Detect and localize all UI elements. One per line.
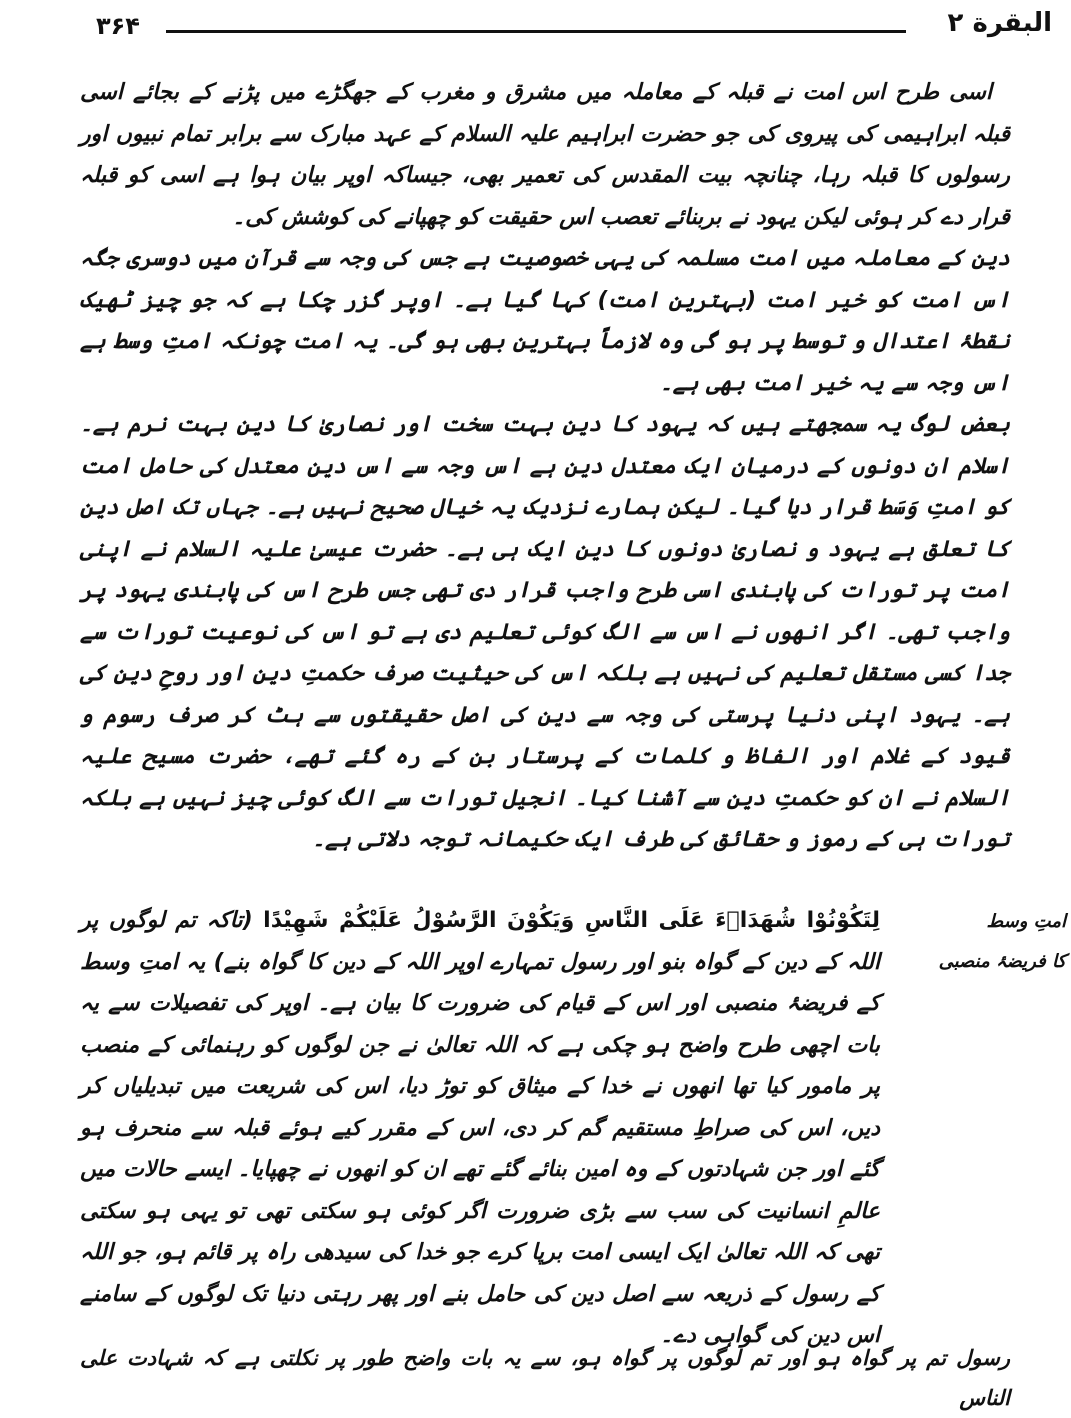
margin-heading-line-2: کا فریضۂ منصبی <box>938 951 1066 972</box>
main-text <box>80 72 1010 861</box>
paragraph-4 <box>80 900 880 1357</box>
paragraph-3: بعض لوگ یہ سمجھتے ہیں کہ یہود کا دین بہت سخت اور نصاریٰ کا دین بہت نرم ہے۔ اسلام ان دونوں کے درمیان ایک معتدل دین ہے اس وجہ سے اس دینِ معتدل کی حامل امت کو امتِ وَسَط قرار دیا گیا۔ لیکن ہمارے نزدیک یہ خیال صحیح نہیں ہے۔ جہاں تک اصل دین کا تعلق ہے یہود و نصاریٰ دونوں کا دین ایک ہی ہے۔ حضرت عیسیٰ علیہ السلام نے اپنی امت پر تورات کی پابندی اسی طرح واجب قرار دی تھی جس طرح اس کی پابندی یہود پر واجب تھی۔ اگر انھوں نے اس سے الگ کوئی تعلیم دی ہے تو اس کی نوعیت تورات سے جدا کسی مستقل تعلیم کی نہیں ہے بلکہ اس کی حیثیت صرف حکمتِ دین اور روحِ دین کی ہے۔ یہود اپنی دنیا پرستی کی وجہ سے دین کی اصل حقیقتوں سے ہٹ کر صرف رسوم و قیود کے غلام اور الفاظ و کلمات کے پرستار بن کے رہ گئے تھے، حضرت مسیح علیہ السلام نے ان کو حکمتِ دین سے آشنا کیا۔ انجیل تورات سے الگ کوئی چیز نہیں ہے بلکہ تورات ہی کے رموز و حقائق کی طرف ایک حکیمانہ توجہ دلاتی ہے۔ <box>80 412 1010 852</box>
paragraph-4-text: (تاکہ تم لوگوں پر اللہ کے دین کے گواہ بنو اور رسول تمہارے اوپر اللہ کے دین کا گواہ بنے) یہ امتِ وسط کے فریضۂ منصبی اور اس کے قیام کی ضرورت کا بیان ہے۔ اوپر کی تفصیلات سے یہ بات اچھی طرح واضح ہو چکی ہے کہ اللہ تعالیٰ نے جن لوگوں کو رہنمائی کے منصب پر مامور کیا تھا انھوں نے خدا کے میثاق کو توڑ دیا، اس کی شریعت میں تبدیلیاں کر دیں، اس کی صراطِ مستقیم گم کر دی، اس کے مقرر کیے ہوئے قبلہ سے منحرف ہو گئے اور جن شہادتوں کے وہ امین بنائے گئے تھے ان کو انھوں نے چھپایا۔ ایسے حالات میں عالمِ انسانیت کی سب سے بڑی ضرورت اگر کوئی ہو سکتی تھی تو یہی ہو سکتی تھی کہ اللہ تعالیٰ ایک ایسی امت برپا کرے جو خدا کی سیدھی راہ پر قائم ہو، جو اللہ کے رسول کے ذریعہ سے اصل دین کی حامل بنے اور پھر رہتی دنیا تک لوگوں کے سامنے اس دین کی گواہی دے۔ <box>80 908 880 1348</box>
header-rule <box>166 30 906 33</box>
page-header <box>96 6 1056 58</box>
verse-commentary <box>80 900 880 1357</box>
bottom-line: رسول تم پر گواہ ہو اور تم لوگوں پر گواہ ہو، سے یہ بات واضح طور پر نکلتی ہے کہ شہادت علی الناس <box>80 1346 1010 1410</box>
paragraph-1: اسی طرح اس امت نے قبلہ کے معاملہ میں مشرق و مغرب کے جھگڑے میں پڑنے کے بجائے اسی قبلہ ابراہیمی کی پیروی کی جو حضرت ابراہیم علیہ السلام کے عہد مبارک سے برابر تمام نبیوں اور رسولوں کا قبلہ رہا، چنانچہ بیت المقدس کی تعمیر بھی، جیساکہ اوپر بیان ہوا ہے اسی کو قبلہ قرار دے کر ہوئی لیکن یہود نے بربنائے تعصب اس حقیقت کو چھپانے کی کوشش کی۔ <box>80 80 1010 230</box>
margin-heading <box>886 902 1066 982</box>
margin-heading-line-1: امتِ وسط <box>986 911 1066 932</box>
surah-title: البقرة ۲ <box>947 8 1052 38</box>
page-number: ۳۶۴ <box>96 12 140 40</box>
quranic-verse: لِتَكُوْنُوْا شُهَدَاۤءَ عَلَى النَّاسِ وَيَكُوْنَ الرَّسُوْلُ عَلَيْكُمْ شَهِيْدًا <box>263 908 880 933</box>
paragraph-2: دین کے معاملہ میں امت مسلمہ کی یہی خصوصیت ہے جس کی وجہ سے قرآن میں دوسری جگہ اس امت کو خیر امت (بہترین امت) کہا گیا ہے۔ اوپر گزر چکا ہے کہ جو چیز ٹھیک نقطۂ اعتدال و توسط پر ہو گی وہ لازماً بہترین بھی ہو گی۔ یہ امت چونکہ امتِ وسط ہے اس وجہ سے یہ خیر امت بھی ہے۔ <box>80 246 1010 396</box>
